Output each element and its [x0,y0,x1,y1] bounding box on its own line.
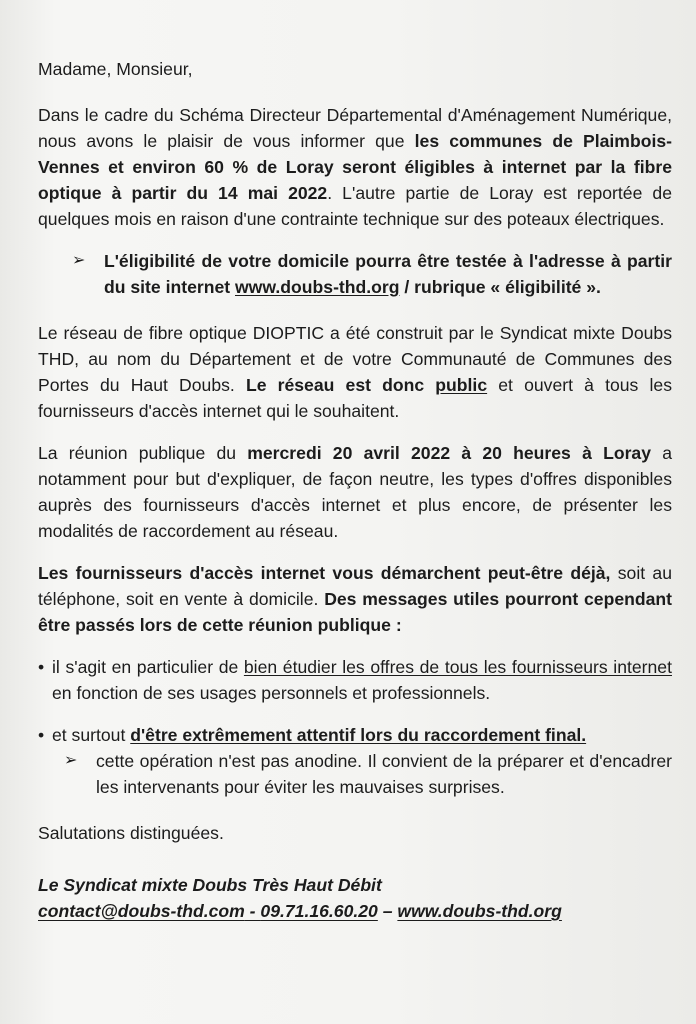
bullet-item-offers [38,654,672,706]
paragraph-providers [38,560,672,638]
bullet-item-connection [38,722,672,748]
text-fragment: et surtout [52,725,131,745]
bold-fragment: les communes de Plaimbois-Vennes et environ 60 % de Loray seront éligibles à internet par la fibre optique à partir du 14 mai 2022 [38,131,672,203]
closing: Salutations distinguées. [38,823,224,843]
paragraph-network [38,320,672,424]
bold-fragment: L'éligibilité de votre domicile pourra être testée à l'adresse à partir du site internet [104,251,672,297]
arrow-item-operation [38,748,672,800]
underlined-fragment: bien étudier les offres de tous les fournisseurs internet [243,657,672,677]
arrow-item-eligibility-test [38,248,672,300]
bullet-marker: • [38,657,45,677]
arrow-right-icon: ➢ [64,752,78,769]
text-fragment: soit au téléphone, soit en vente à domicile. [38,563,672,609]
separator: - [244,901,261,921]
signature-email-link[interactable]: contact@doubs-thd.com [38,901,245,921]
bold-fragment: / rubrique « éligibilité ». [399,277,601,297]
arrow-right-icon: ➢ [72,252,86,269]
bullet-marker: • [38,725,45,745]
text-fragment: il s'agit en particulier de [52,657,244,677]
bold-fragment: Des messages utiles pourront cependant être passés lors de cette réunion publique : [38,589,672,635]
text-fragment: cette opération n'est pas anodine. Il convient de la préparer et d'encadrer les intervenants pour éviter les mauvaises surprises. [96,751,672,797]
text-fragment: en fonction de ses usages personnels et professionnels. [52,683,491,703]
letter-page [38,56,672,924]
signature-contact-line [38,898,672,924]
greeting: Madame, Monsieur, [38,59,193,79]
bold-underlined-fragment: d'être extrêmement attentif lors du raccordement final. [130,725,587,745]
text-fragment: a notamment pour but d'expliquer, de façon neutre, les types d'offres disponibles auprès des fournisseurs d'accès internet et plus encore, de présenter les modalités de raccordement au réseau. [38,443,672,541]
website-link[interactable]: www.doubs-thd.org [235,277,400,297]
bold-fragment: mercredi 20 avril 2022 à 20 heures à Loray [247,443,651,463]
text-fragment: . L'autre partie de Loray est reportée de quelques mois en raison d'une contrainte technique sur des poteaux électriques. [38,183,672,229]
text-fragment: La réunion publique du [38,443,248,463]
paragraph-eligibility [38,102,672,232]
signature-phone: 09.71.16.60.20 [260,901,378,921]
bold-fragment: Le réseau est donc [245,375,436,395]
text-fragment: Dans le cadre du Schéma Directeur Départemental d'Aménagement Numérique, nous avons le plaisir de vous informer que [38,105,672,151]
signature-org: Le Syndicat mixte Doubs Très Haut Débit [38,875,382,895]
text-fragment: Le réseau de fibre optique DIOPTIC a été construit par le Syndicat mixte Doubs THD, au nom du Département et de votre Communauté de Communes des Portes du Haut Doubs. [38,323,672,395]
text-fragment: et ouvert à tous les fournisseurs d'accès internet qui le souhaitent. [38,375,672,421]
paragraph-meeting [38,440,672,544]
signature-website-link[interactable]: www.doubs-thd.org [397,901,562,921]
bold-fragment: Les fournisseurs d'accès internet vous démarchent peut-être déjà, [38,563,611,583]
separator: – [377,901,398,921]
bold-underlined-fragment: public [435,375,488,395]
